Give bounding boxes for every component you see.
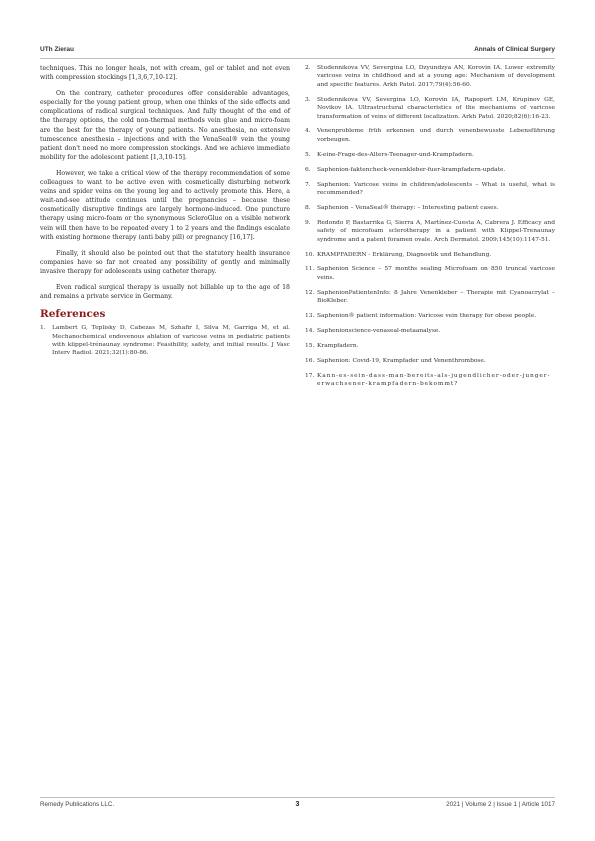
body-paragraph: techniques. This no longer heals, not with cream, gel or tablet and not even with compression stockings [1,3,6,7,10-12]. bbox=[40, 65, 290, 82]
reference-number: 8. bbox=[305, 204, 311, 211]
reference-item bbox=[305, 327, 555, 335]
reference-item bbox=[305, 312, 555, 320]
running-header bbox=[40, 44, 555, 58]
reference-text: Venenprobleme früh erkennen und durch venenbewusste Lebensführung vorbeugen. bbox=[317, 128, 555, 143]
footer-publisher: Remedy Publications LLC. bbox=[40, 801, 115, 808]
header-journal: Annals of Clinical Surgery bbox=[474, 46, 555, 53]
reference-item bbox=[305, 219, 555, 244]
reference-text: Studennikova VV, Severgina LO, Dzyundzya AN, Korovin IA. Lower extremity varicose veins in childhood and at a young age: Mechanism of development and specific features. Arkh Patol. 2017;79(4):56-60. bbox=[317, 65, 555, 88]
body-paragraph: On the contrary, catheter procedures offer considerable advantages, especially for the young patient group, when one thinks of the side effects and complications of radical surgical techniques. And fully thought of the end of the therapy options, the cold non-thermal methods vein glue and micro-foam are the best for the therapy of young patients. No anesthesia, no extensive tumescence anesthesia – injections and with the VenaSeal® vein the young patient don't need no more compression stockings. And we achieve immediate mobility for the adolescent patient [1,3,10-15]. bbox=[40, 90, 290, 161]
reference-item bbox=[305, 289, 555, 306]
left-column bbox=[40, 64, 290, 364]
reference-number: 10. bbox=[305, 251, 315, 258]
reference-item bbox=[305, 342, 555, 350]
header-divider bbox=[40, 58, 555, 59]
reference-item bbox=[40, 324, 290, 358]
body-paragraph: However, we take a critical view of the therapy recommendation of some colleagues to want to be active even with cosmetically disturbing network veins and spider veins on the young leg and to actively promote this. Here, a wait-and-see attitude continues until the pregnancies – because these cosmetically disruptive findings are largely hormone-induced. One puncture therapy using micro-foam or the synonymous ScleroGlue on a visible network vein will then have to be repeated every 1 to 2 years and the findings escalate with existing hormone therapy (anti baby pill) or pregnancy [16,17]. bbox=[40, 169, 290, 241]
right-column bbox=[305, 64, 555, 395]
reference-number: 7. bbox=[305, 181, 311, 188]
reference-text: Saphenion – VenaSeal® therapy: – Interesting patient cases. bbox=[317, 204, 499, 211]
reference-text: KRAMPFADERN - Erklärung, Diagnostik und Behandlung. bbox=[317, 251, 492, 258]
page-number: 3 bbox=[295, 801, 300, 808]
reference-text: Saphenion Science – 57 months sealing Microfoam on 850 truncal varicose veins. bbox=[317, 266, 555, 281]
reference-text: K-eine-Frage-des-Alters-Teenager-und-Krampfadern. bbox=[317, 151, 474, 158]
reference-number: 16. bbox=[305, 357, 315, 364]
reference-text: Studennikova VV, Severgina LO, Korovin IA, Rapoport LM, Krupinov GE, Novikov IA. Ultrastructural characteristics of the mechanisms of varicose transformation of veins of different localization. Arkh Patol. 2020;82(6):16-23. bbox=[317, 96, 555, 120]
reference-number: 11. bbox=[305, 266, 315, 273]
reference-text: Saphenion-faktencheck-venenkleber-fuer-krampfadern-update. bbox=[317, 166, 506, 173]
footer-citation: 2021 | Volume 2 | Issue 1 | Article 1017 bbox=[446, 801, 555, 808]
reference-text: Lambert G, Teplisky D, Cabezas M, Szhafir I, Silva M, Garriga M, et al. Mechanochemical endovenous ablation of varicose veins in pediatric patients with klippel-trénaunay syndrome: Feasibility, safety, and initial results. J Vasc Interv Radiol. 2021;32(1):80-86. bbox=[52, 325, 290, 357]
reference-number: 3. bbox=[305, 96, 311, 103]
reference-number: 9. bbox=[305, 219, 311, 226]
reference-number: 4. bbox=[305, 128, 311, 135]
reference-text: Saphenion® patient information: Varicose vein therapy for obese people. bbox=[317, 313, 537, 320]
reference-number: 6. bbox=[305, 166, 311, 173]
reference-number: 12. bbox=[305, 289, 315, 296]
reference-item bbox=[305, 251, 555, 259]
footer-divider bbox=[40, 797, 555, 798]
reference-number: 2. bbox=[305, 65, 311, 71]
reference-item bbox=[305, 127, 555, 144]
page-footer bbox=[40, 801, 555, 813]
reference-number: 14. bbox=[305, 327, 315, 334]
reference-number: 17. bbox=[305, 372, 315, 379]
reference-number: 1. bbox=[40, 325, 46, 332]
reference-item bbox=[305, 357, 555, 365]
body-paragraph: Finally, it should also be pointed out that the statutory health insurance companies have so far not created any possibility of gently and minimally invasive therapy for adolescents using catheter therapy. bbox=[40, 249, 290, 275]
reference-item bbox=[305, 204, 555, 212]
reference-text: Krampfadern. bbox=[317, 342, 359, 349]
reference-item bbox=[305, 181, 555, 198]
reference-text: SaphenionPatientenInfo: 8 Jahre Venenkleber – Therapie mit Cyanoacrylat – BioKleber. bbox=[317, 289, 555, 305]
reference-item bbox=[305, 151, 555, 159]
reference-item bbox=[305, 372, 555, 389]
reference-text: Redondo P, Bastarrika G, Sierra A, Martínez-Cuesta A, Cabrera J. Efficacy and safety of microfoam sclerotherapy in a patient with Klippel-Trenaunay syndrome and a patent foramen ovale. Arch Dermatol. 2009;145(10):1147-51. bbox=[317, 219, 555, 243]
body-paragraph: Even radical surgical therapy is usually not billable up to the age of 18 and remains a private service in Germany. bbox=[40, 283, 290, 301]
reference-number: 5. bbox=[305, 151, 311, 158]
reference-item bbox=[305, 64, 555, 89]
reference-number: 13. bbox=[305, 313, 315, 320]
header-author: UTh Zierau bbox=[40, 46, 74, 53]
reference-number: 15. bbox=[305, 342, 315, 349]
reference-text: Saphenionscience-venaseal-metaanalyse. bbox=[317, 327, 441, 334]
reference-text: Saphenion: Covid-19, Krampfader und Venenthrombose. bbox=[317, 357, 486, 364]
reference-item bbox=[305, 166, 555, 174]
reference-item bbox=[305, 96, 555, 121]
reference-text: Kann-es-sein-dass-man-bereits-als-jugendlicher-oder-junger-erwachsener-krampfadern-bekommt? bbox=[317, 372, 551, 388]
references-heading: References bbox=[40, 308, 106, 321]
reference-text: Saphenion: Varicose veins in children/adolescents – What is useful, what is recommended? bbox=[317, 181, 555, 196]
reference-item bbox=[305, 265, 555, 282]
